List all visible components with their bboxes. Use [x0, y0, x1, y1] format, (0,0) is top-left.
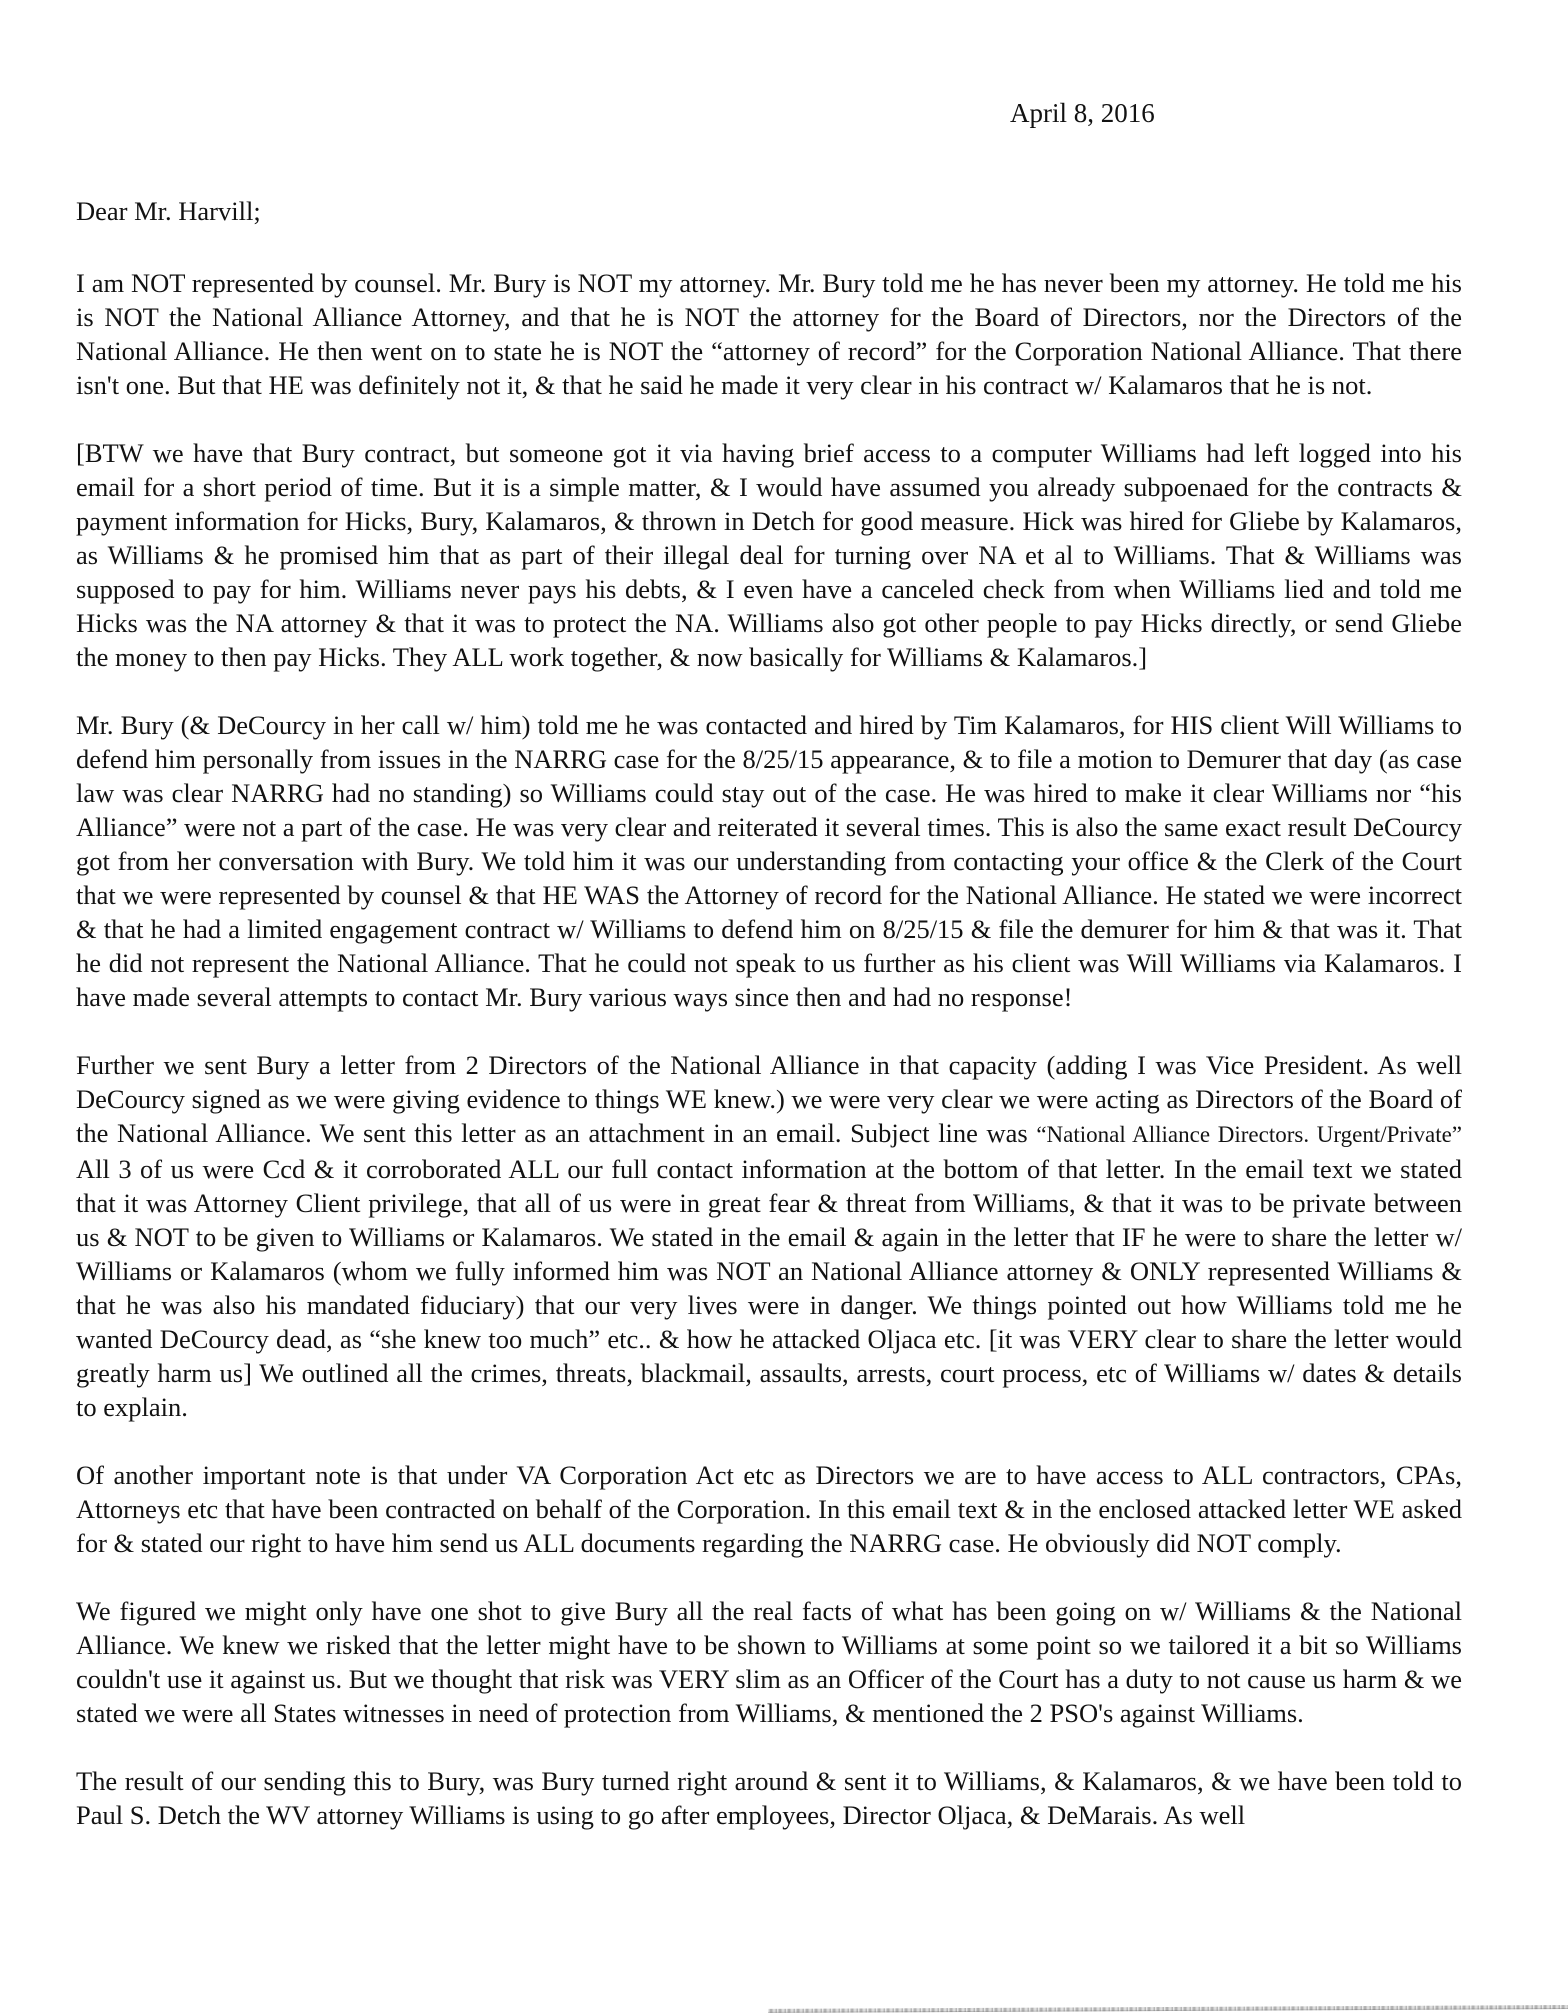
- salutation: Dear Mr. Harvill;: [76, 196, 261, 226]
- paragraph-directors-letter: [76, 1048, 1462, 1424]
- email-subject-quote: “National Alliance Directors. Urgent/Private”: [1036, 1122, 1462, 1147]
- paragraph-va-corporation-act: Of another important note is that under VA Corporation Act etc as Directors we are to have access to ALL contractors, CPAs, Attorneys etc that have been contracted on behalf of the Corporation. In this email text & in the enclosed attacked letter WE asked for & stated our right to have him send us ALL documents regarding the NARRG case. He obviously did NOT comply.: [76, 1460, 1462, 1558]
- paragraph-directors-letter-lead: Further we sent Bury a letter from 2 Directors of the National Alliance in that capacity (adding I was Vice President. As well DeCourcy signed as we were giving evidence to things WE knew.) we were very clear we were acting as Directors of the Board of the National Alliance. We sent this letter as an attachment in an email. Subject line was: [76, 1050, 1462, 1148]
- scan-artifact-line: [768, 2005, 1568, 2013]
- paragraph-directors-letter-rest: All 3 of us were Ccd & it corroborated ALL our full contact information at the bottom of that letter. In the email text we stated that it was Attorney Client privilege, that all of us were in great fear & threat from Williams, & that it was to be private between us & NOT to be given to Williams or Kalamaros. We stated in the email & again in the letter that IF he were to share the letter w/ Williams or Kalamaros (whom we fully informed him was NOT an National Alliance attorney & ONLY represented Williams & that he was also his mandated fiduciary) that our very lives were in danger. We things pointed out how Williams told me he wanted DeCourcy dead, as “she knew too much” etc.. & how he attacked Oljaca etc. [it was VERY clear to share the letter would greatly harm us] We outlined all the crimes, threats, blackmail, assaults, arrests, court process, etc of Williams w/ dates & details to explain.: [76, 1154, 1462, 1422]
- paragraph-bury-contract: [BTW we have that Bury contract, but someone got it via having brief access to a computer Williams had left logged into his email for a short period of time. But it is a simple matter, & I would have assumed you already subpoenaed for the contracts & payment information for Hicks, Bury, Kalamaros, & thrown in Detch for good measure. Hick was hired for Gliebe by Kalamaros, as Williams & he promised him that as part of their illegal deal for turning over NA et al to Williams. That & Williams was supposed to pay for him. Williams never pays his debts, & I even have a canceled check from when Williams lied and told me Hicks was the NA attorney & that it was to protect the NA. Williams also got other people to pay Hicks directly, or send Gliebe the money to then pay Hicks. They ALL work together, & now basically for Williams & Kalamaros.]: [76, 438, 1462, 672]
- paragraph-representation: I am NOT represented by counsel. Mr. Bury is NOT my attorney. Mr. Bury told me he has never been my attorney. He told me his is NOT the National Alliance Attorney, and that he is NOT the attorney for the Board of Directors, nor the Directors of the National Alliance. He then went on to state he is NOT the “attorney of record” for the Corporation National Alliance. That there isn't one. But that HE was definitely not it, & that he said he made it very clear in his contract w/ Kalamaros that he is not.: [76, 268, 1462, 400]
- paragraph-bury-hired: Mr. Bury (& DeCourcy in her call w/ him) told me he was contacted and hired by Tim Kalamaros, for HIS client Will Williams to defend him personally from issues in the NARRG case for the 8/25/15 appearance, & to file a motion to Demurer that day (as case law was clear NARRG had no standing) so Williams could stay out of the case. He was hired to make it clear Williams nor “his Alliance” were not a part of the case. He was very clear and reiterated it several times. This is also the same exact result DeCourcy got from her conversation with Bury. We told him it was our understanding from contacting your office & the Clerk of the Court that we were represented by counsel & that HE WAS the Attorney of record for the National Alliance. He stated we were incorrect & that he had a limited engagement contract w/ Williams to defend him on 8/25/15 & file the demurer for him & that was it. That he did not represent the National Alliance. That he could not speak to us further as his client was Will Williams via Kalamaros. I have made several attempts to contact Mr. Bury various ways since then and had no response!: [76, 710, 1462, 1012]
- letter-date: April 8, 2016: [1010, 98, 1155, 128]
- paragraph-result: The result of our sending this to Bury, was Bury turned right around & sent it to Williams, & Kalamaros, & we have been told to Paul S. Detch the WV attorney Williams is using to go after employees, Director Oljaca, & DeMarais. As well: [76, 1766, 1462, 1830]
- paragraph-one-shot: We figured we might only have one shot to give Bury all the real facts of what has been going on w/ Williams & the National Alliance. We knew we risked that the letter might have to be shown to Williams at some point so we tailored it a bit so Williams couldn't use it against us. But we thought that risk was VERY slim as an Officer of the Court has a duty to not cause us harm & we stated we were all States witnesses in need of protection from Williams, & mentioned the 2 PSO's against Williams.: [76, 1596, 1462, 1728]
